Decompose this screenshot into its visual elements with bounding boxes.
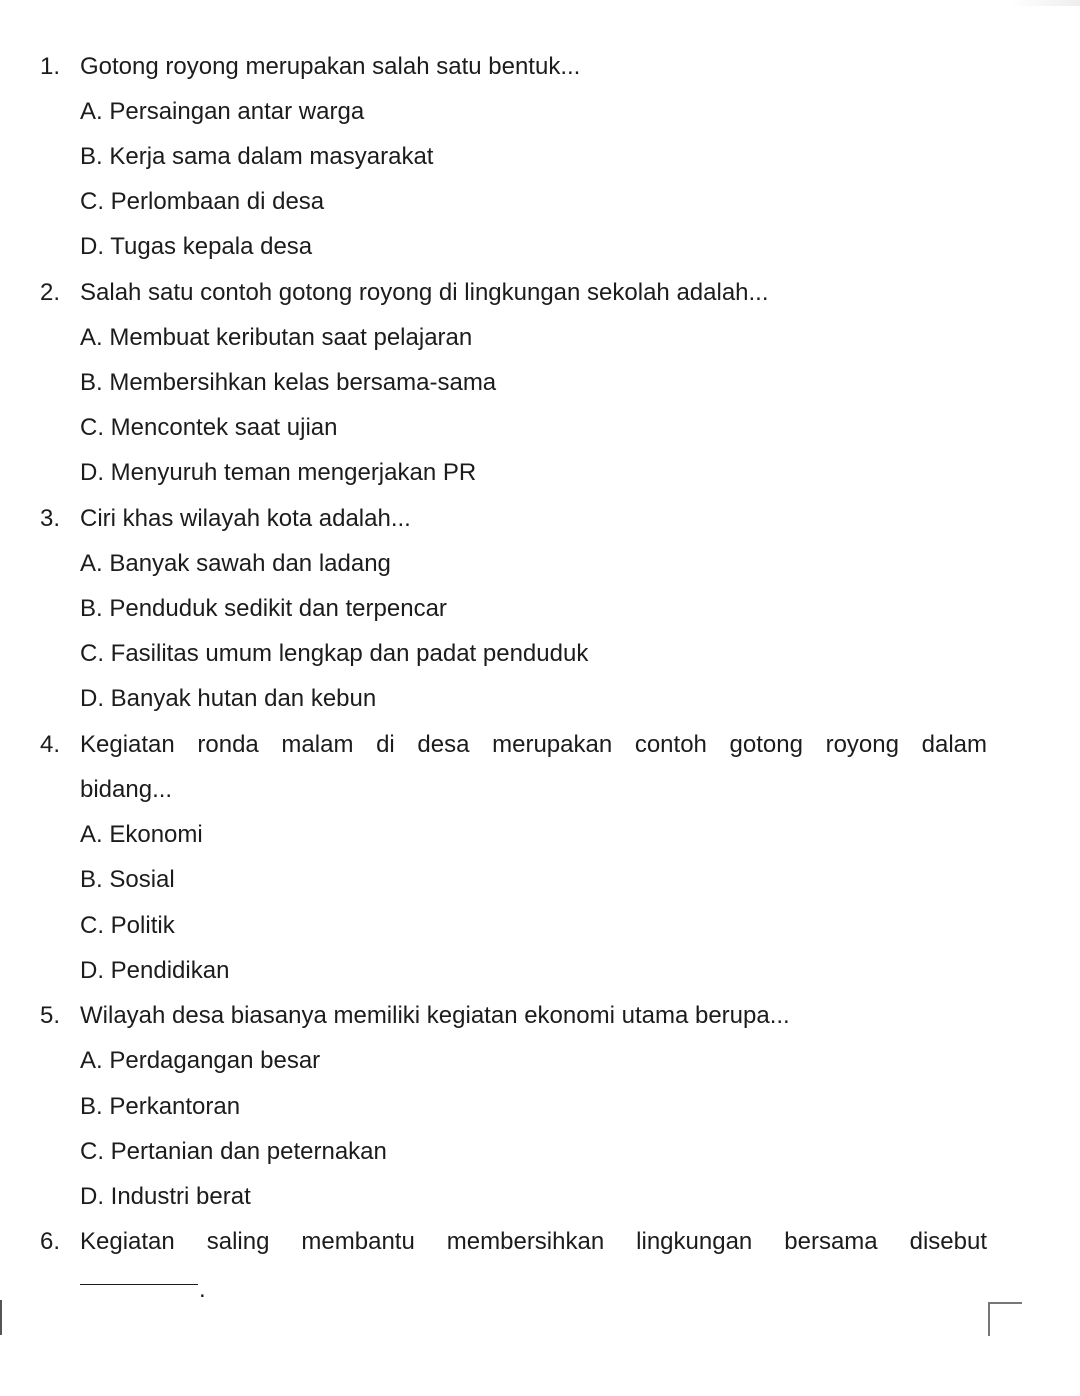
page-edge-shadow bbox=[1010, 0, 1080, 6]
question-1-option-b: B. Kerja sama dalam masyarakat bbox=[80, 143, 434, 170]
question-1-option-d: D. Tugas kepala desa bbox=[80, 233, 313, 260]
question-2-text: Salah satu contoh gotong royong di lingkungan sekolah adalah... bbox=[80, 279, 769, 306]
question-1-option-c: C. Perlombaan di desa bbox=[80, 188, 325, 215]
question-5-option-a: A. Perdagangan besar bbox=[80, 1047, 321, 1074]
question-1-text: Gotong royong merupakan salah satu bentuk... bbox=[80, 53, 581, 80]
question-5-option-b: B. Perkantoran bbox=[80, 1093, 241, 1120]
answer-blank-period: . bbox=[199, 1276, 206, 1303]
question-2-option-c: C. Mencontek saat ujian bbox=[80, 414, 338, 441]
question-2-option-d: D. Menyuruh teman mengerjakan PR bbox=[80, 459, 477, 486]
question-3-number: 3. bbox=[40, 505, 61, 532]
question-6-number: 6. bbox=[40, 1228, 61, 1255]
question-6-text: Kegiatan saling membantu membersihkan lingkungan bersama disebut bbox=[80, 1228, 987, 1255]
question-3-option-b: B. Penduduk sedikit dan terpencar bbox=[80, 595, 447, 622]
question-3-option-c: C. Fasilitas umum lengkap dan padat penduduk bbox=[80, 640, 589, 667]
question-4-option-d: D. Pendidikan bbox=[80, 957, 230, 984]
corner-crop-mark bbox=[988, 1302, 1022, 1336]
question-4-option-a: A. Ekonomi bbox=[80, 821, 203, 848]
question-5-text: Wilayah desa biasanya memiliki kegiatan ekonomi utama berupa... bbox=[80, 1002, 790, 1029]
question-2-option-b: B. Membersihkan kelas bersama-sama bbox=[80, 369, 497, 396]
question-1-option-a: A. Persaingan antar warga bbox=[80, 98, 365, 125]
question-5-number: 5. bbox=[40, 1002, 61, 1029]
question-4-option-c: C. Politik bbox=[80, 912, 175, 939]
question-5-option-c: C. Pertanian dan peternakan bbox=[80, 1138, 387, 1165]
question-3-option-a: A. Banyak sawah dan ladang bbox=[80, 550, 391, 577]
scan-edge-mark bbox=[0, 1300, 2, 1335]
question-4-text-line-1: Kegiatan ronda malam di desa merupakan contoh gotong royong dalam bbox=[80, 731, 987, 758]
answer-blank-line[interactable] bbox=[80, 1284, 198, 1285]
question-5-option-d: D. Industri berat bbox=[80, 1183, 251, 1210]
question-3-text: Ciri khas wilayah kota adalah... bbox=[80, 505, 411, 532]
question-4-text-line-2: bidang... bbox=[80, 776, 173, 803]
question-4-option-b: B. Sosial bbox=[80, 866, 175, 893]
question-1-number: 1. bbox=[40, 53, 61, 80]
question-4-number: 4. bbox=[40, 731, 61, 758]
question-2-number: 2. bbox=[40, 279, 61, 306]
question-2-option-a: A. Membuat keributan saat pelajaran bbox=[80, 324, 473, 351]
question-3-option-d: D. Banyak hutan dan kebun bbox=[80, 685, 377, 712]
